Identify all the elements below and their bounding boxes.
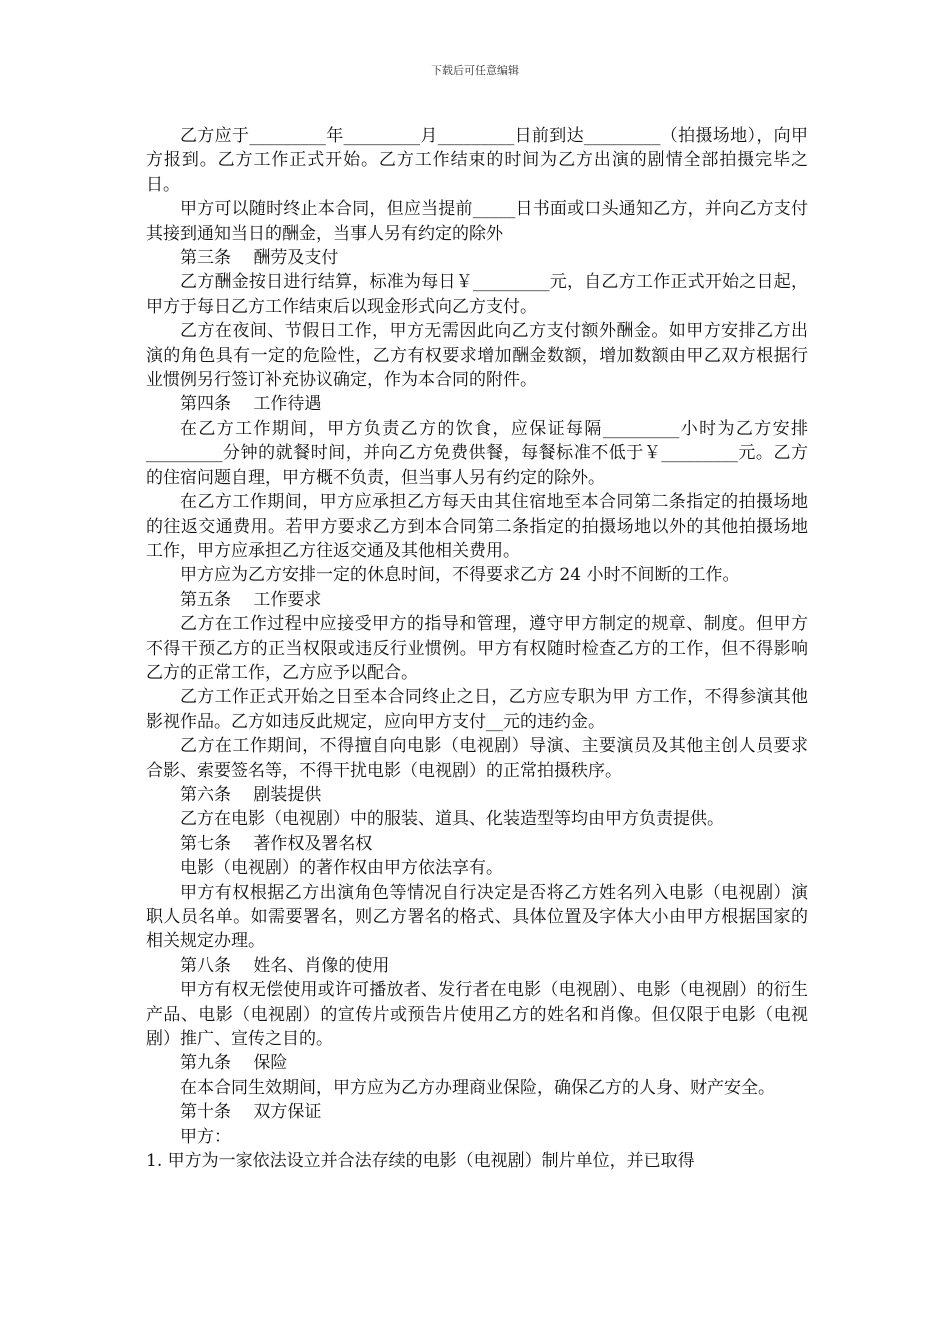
body-paragraph: 乙方应于_________年_________月_________日前到达_________（拍摄场地），向甲方报到。乙方工作正式开始。乙方工作结束的时间为乙方出演的剧情全部拍摄完毕之日。 [146,126,808,195]
section-heading: 第七条 著作权及署名权 [180,833,373,854]
section-heading: 第三条 酬劳及支付 [180,248,339,269]
section-heading: 第六条 剧装提供 [180,784,322,805]
body-paragraph: 甲方有权无偿使用或许可播放者、发行者在电影（电视剧）、电影（电视剧）的衍生产品、电影（电视剧）的宣传片或预告片使用乙方的姓名和肖像。但仅限于电影（电视剧）推广、宣传之目的。 [146,980,808,1050]
body-paragraph: 甲方： [180,1126,231,1147]
document-body [146,124,808,1173]
body-paragraph: 乙方在工作过程中应接受甲方的指导和管理，遵守甲方制定的规章、制度。但甲方不得干预乙方的正当权限或违反行业惯例。甲方有权随时检查乙方的工作，但不得影响乙方的正常工作，乙方应予以配合。 [146,614,808,683]
body-paragraph: 乙方在夜间、节假日工作，甲方无需因此向乙方支付额外酬金。如甲方安排乙方出演的角色具有一定的危险性，乙方有权要求增加酬金数额，增加数额由甲乙双方根据行业惯例另行签订补充协议确定，作为本合同的附件。 [146,321,808,391]
section-heading: 第四条 工作待遇 [180,394,322,415]
body-paragraph: 乙方在工作期间，不得擅自向电影（电视剧）导演、主要演员及其他主创人员要求合影、索要签名等，不得干扰电影（电视剧）的正常拍摄秩序。 [146,736,808,781]
body-paragraph: 电影（电视剧）的著作权由甲方依法享有。 [180,858,503,879]
section-heading: 第九条 保险 [180,1053,288,1074]
body-paragraph: 在乙方工作期间，甲方负责乙方的饮食，应保证每隔_________小时为乙方安排_________分钟的就餐时间，并向乙方免费供餐，每餐标准不低于￥_________元。乙方的住宿问题自理，甲方概不负责，但当事人另有约定的除外。 [146,418,808,488]
body-paragraph: 1. 甲方为一家依法设立并合法存续的电影（电视剧）制片单位，并已取得 [146,1151,695,1172]
section-heading: 第八条 姓名、肖像的使用 [180,955,390,976]
body-paragraph: 在本合同生效期间，甲方应为乙方办理商业保险，确保乙方的人身、财产安全。 [180,1077,775,1098]
body-paragraph: 甲方应为乙方安排一定的休息时间，不得要求乙方 24 小时不间断的工作。 [180,565,740,586]
body-paragraph: 乙方工作正式开始之日至本合同终止之日，乙方应专职为甲 方工作，不得参演其他影视作品。乙方如违反此规定，应向甲方支付__元的违约金。 [146,687,808,732]
section-heading: 第五条 工作要求 [180,589,322,610]
body-paragraph: 乙方在电影（电视剧）中的服装、道具、化装造型等均由甲方负责提供。 [180,809,724,830]
page-header: 下载后可任意编辑 [431,64,519,77]
body-paragraph: 甲方有权根据乙方出演角色等情况自行决定是否将乙方姓名列入电影（电视剧）演职人员名单。如需要署名，则乙方署名的格式、具体位置及字体大小由甲方根据国家的相关规定办理。 [146,882,808,952]
body-paragraph: 在乙方工作期间，甲方应承担乙方每天由其住宿地至本合同第二条指定的拍摄场地的往返交通费用。若甲方要求乙方到本合同第二条指定的拍摄场地以外的其他拍摄场地工作，甲方应承担乙方往返交通及其他相关费用。 [146,492,808,561]
body-paragraph: 甲方可以随时终止本合同，但应当提前_____日书面或口头通知乙方，并向乙方支付其接到通知当日的酬金，当事人另有约定的除外 [146,199,808,244]
section-heading: 第十条 双方保证 [180,1102,322,1123]
body-paragraph: 乙方酬金按日进行结算，标准为每日￥_________元，自乙方工作正式开始之日起，甲方于每日乙方工作结束后以现金形式向乙方支付。 [146,272,808,317]
